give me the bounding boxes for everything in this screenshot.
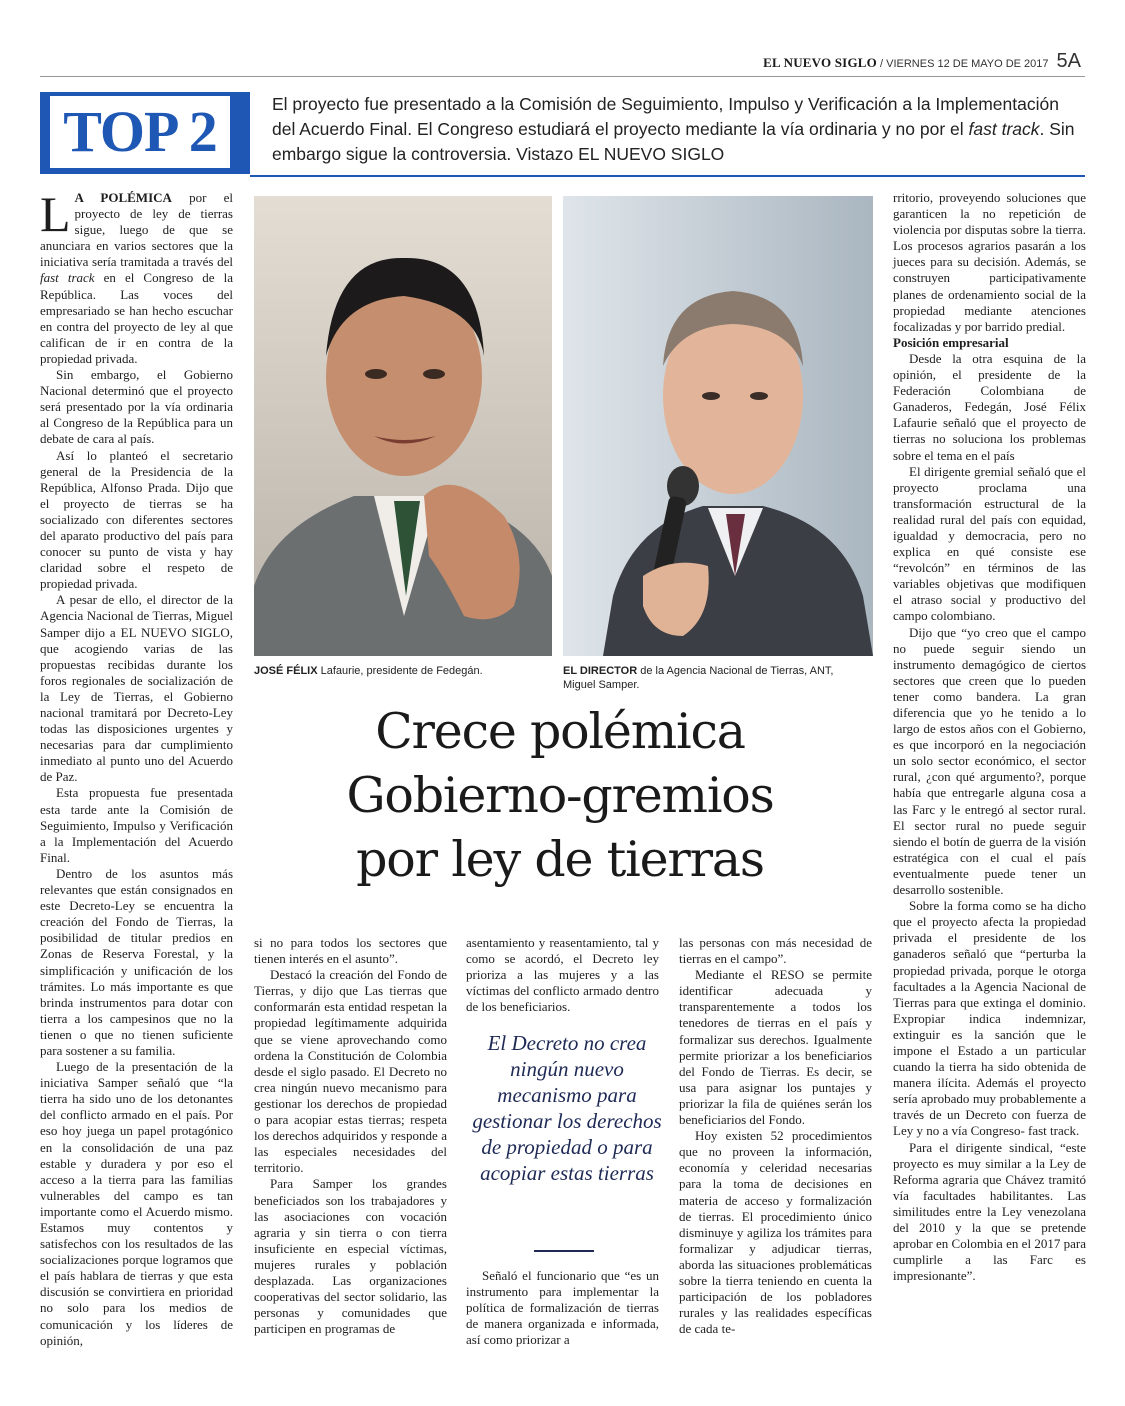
column-1 xyxy=(40,186,233,1349)
column-2 xyxy=(254,935,447,1337)
lead-italic: fast track xyxy=(40,270,95,286)
text-run: facultades habilitantes xyxy=(923,1187,1050,1203)
paper-name: EL NUEVO SIGLO xyxy=(763,55,877,70)
paragraph: asentamiento y reasentamiento, tal y como se acordó, el Decreto ley prioriza a las mujeres y a las víctimas del conflicto armado dentro de los beneficiarios. xyxy=(466,935,659,1015)
photo-samper xyxy=(563,196,873,656)
paragraph: Hoy existen 52 procedimientos que no proveen la información, economía y celeridad necesarias para la toma de decisiones en materia de acceso y formalización de tierras. El procedimiento único disminuye y agiliza los trámites para formalizar y adjudicar tierras, aborda las situaciones problemáticas sobre la tierra teniendo en cuenta la participación de los pobladores rurales y las realidades específicas de cada te- xyxy=(679,1128,872,1337)
paragraph: El dirigente gremial señaló que el proyecto proclama una transformación estructural de la realidad rural del país con equidad, igualdad y democracia, pero no explica en qué consiste ese “revolcón” en términos de las variables objetivas que modifiquen el atraso social y productivo del campo colombiano. xyxy=(893,463,1086,624)
paragraph: Dijo que “yo creo que el campo no puede seguir siendo un instrumento demagógico de ciertos sectores que creen que lo pueden tener como bandera. La gran diferencia que yo he tenido a lo largo de estos años con el Gobierno, es que incorporó en la negociación un solo sector económico, el sector rural, ¿con qué argumento?, porque había que entregarle alguna cosa a las Farc y le entregó al sector rural. El sector rural no puede seguir siendo el botín de guerra de la visión estratégica con el cual el país eventualmente puede tener un desarrollo sostenible. xyxy=(893,624,1086,898)
header-rule xyxy=(40,76,1085,77)
kicker xyxy=(272,92,1084,167)
caption-lafaurie xyxy=(254,664,552,678)
paragraph: si no para todos los sectores que tienen interés en el asunto”. xyxy=(254,935,447,967)
headline-line: por ley de tierras xyxy=(356,831,764,888)
subheading: Posición empresarial xyxy=(893,334,1009,350)
caption-bold: JOSÉ FÉLIX xyxy=(254,665,318,677)
paragraph: Luego de la presentación de la iniciativa Samper señaló que “la tierra ha sido uno de los detonantes del conflicto armado en el país. Por eso hoy juega un papel protagónico en la consolidación de una paz estable y duradera y por eso el acceso a la tierra para las familias vulnerables del campo es tan importante como el Acuerdo mismo. Estamos muy contentos y satisfechos con los resultados de las socializaciones porque logramos que el país hablara de tierras y que esta discusión se convirtiera en prioridad no solo para los medios de comunicación y los líderes de opinión, xyxy=(40,1059,233,1348)
lead-paragraph xyxy=(40,186,233,367)
text-run: . Las similitudes entre la Ley venezolana del 2010 y la que se pretende aprobar en Colombia en el 2017 para cumplirle a las Farc es impresionante”. xyxy=(893,1187,1086,1284)
portrait-illustration xyxy=(254,196,552,656)
section-tag-text: TOP 2 xyxy=(50,96,230,168)
paragraph: Esta propuesta fue presentada esta tarde ante la Comisión de Seguimiento, Impulso y Verificación a la Implementación del Acuerdo Final. xyxy=(40,785,233,865)
paragraph: Mediante el RESO se permite identificar adecuada y transparentemente a todos los tenedores de tierras en el país y formalizar sus derechos. Igualmente permite priorizar a los beneficiarios del Fondo de Tierras. Es decir, se usa para asignar los puntajes y priorizar la fila de quiénes serán los beneficiarios del Fondo. xyxy=(679,967,872,1128)
headline xyxy=(300,700,820,892)
paragraph xyxy=(893,1140,1086,1285)
caption-samper xyxy=(563,664,863,692)
caption-text: Lafaurie, presidente de Fedegán. xyxy=(317,665,483,677)
paragraph: A pesar de ello, el director de la Agencia Nacional de Tierras, Miguel Samper dijo a EL NUEVO SIGLO, que acogiendo varias de las propuestas recibidas durante los foros regionales de socialización de la Ley de Tierras, el Gobierno nacional tramitará por Decreto-Ley todas las disposiciones urgentes y necesarias para dar cumplimiento inmediato al punto uno del Acuerdo de Paz. xyxy=(40,592,233,785)
paragraph: Sobre la forma como se ha dicho que el proyecto afecta la propiedad privada el presidente de los ganaderos señaló que “perturba la propiedad privada, porque le otorga facultades a la Agencia Nacional de Tierras para que extinga el dominio. Expropiar indica indemnizar, extinguir es la sanción que le impone el Estado a un particular cuando la tierra ha sido obtenida de manera ilícita. Además el proyecto sería aprobado muy probablemente a través de un Decreto con fuerza de Ley y no a vía Congreso- fast track. xyxy=(893,898,1086,1139)
paragraph: Desde la otra esquina de la opinión, el presidente de la Federación Colombiana de Ganaderos, Fedegán, José Félix Lafaurie señaló que el proyecto de tierras no soluciona los problemas sobre el tema en el país xyxy=(893,350,1086,463)
drop-cap: L xyxy=(40,186,71,242)
column-3-top xyxy=(466,935,659,1015)
paragraph: Señaló el funcionario que “es un instrumento para implementar la política de formalización de tierras de manera organizada e informada, así como priorizar a xyxy=(466,1268,659,1348)
headline-line: Crece polémica xyxy=(375,703,745,760)
paragraph: rritorio, proveyendo soluciones que garanticen la no repetición de violencia por disputas sobre la tierra. Los procesos agrarios pasarán a los jueces para su decisión. Además, se construyen participativamente planes de ordenamiento social de la propiedad mediante atenciones focalizadas y por barrido predial. xyxy=(893,190,1086,334)
caption-bold: EL DIRECTOR xyxy=(563,665,638,677)
paragraph: Así lo planteó el secretario general de la Presidencia de la República, Alfonso Prada. Dijo que el proyecto de tierras se ha socializado con diferentes sectores del aparato productivo del país para conocer su punto de vista y hay claridad sobre el respeto de propiedad privada. xyxy=(40,447,233,592)
issue-date: VIERNES 12 DE MAYO DE 2017 xyxy=(886,58,1049,70)
caption-text: de la Agencia Nacional de Tierras, ANT, Miguel Samper. xyxy=(563,665,834,691)
column-5 xyxy=(893,190,1086,1284)
paragraph: las personas con más necesidad de tierras en el campo”. xyxy=(679,935,872,967)
portrait-illustration xyxy=(563,196,873,656)
kicker-text-2: . Sin embargo sigue la controversia. Vistazo EL NUEVO SIGLO xyxy=(272,119,1075,164)
lead-bold: A POLÉMICA xyxy=(74,190,172,205)
pull-quote: El Decreto no crea ningún nuevo mecanismo para gestionar los derechos de propiedad o para acopiar estas tierras xyxy=(472,1031,662,1185)
pull-quote-rule xyxy=(534,1250,594,1252)
photo-lafaurie xyxy=(254,196,552,656)
paragraph: Sin embargo, el Gobierno Nacional determinó que el proyecto será presentado por la vía ordinaria al Congreso de la República para un debate de cara al país. xyxy=(40,367,233,447)
folio-separator: / xyxy=(876,58,887,70)
column-3-bottom xyxy=(466,1268,659,1348)
kicker-italic: fast track xyxy=(968,119,1040,139)
column-4 xyxy=(679,935,872,1337)
text-run: Para el dirigente sindical, “este proyecto es muy similar a la Ley de Reforma agraria que Chávez tramitó vía xyxy=(893,1139,1086,1203)
paragraph: Para Samper los grandes beneficiados son los trabajadores y las asociaciones con vocación agraria y sin tierra o con tierra insuficiente en especial víctimas, mujeres rurales y población desplazada. Las organizaciones cooperativas del sector solidario, las personas y comunidades que participen en programas de xyxy=(254,1176,447,1337)
paragraph: Destacó la creación del Fondo de Tierras, y dijo que Las tierras que conformarán esta entidad respetan la propiedad legítimamente adquirida que se viene aprovechando como ordena la Constitución de Colombia desde el siglo pasado. El Decreto no crea ningún nuevo mecanismo para gestionar los derechos de propiedad o para acopiar estas tierras; respeta los derechos adquiridos y responde a las especiales necesidades del territorio. xyxy=(254,967,447,1176)
headline-line: Gobierno-gremios xyxy=(346,767,774,824)
lead-text: por el proyecto de ley de tierras sigue, luego de que se anunciara en varios sectores que la iniciativa sería tramitada a través del xyxy=(40,190,233,270)
section-tag xyxy=(40,92,250,174)
page-number: 5A xyxy=(1056,50,1081,72)
kicker-rule xyxy=(250,175,1085,177)
paragraph: Dentro de los asuntos más relevantes que están consignados en este Decreto-Ley se encuentra la creación del Fondo de Tierras, la posibilidad de titular predios en Zonas de Reserva Forestal, y la simplificación y unificación de los trámites. Lo más importante es que brinda instrumentos para dotar con tierra a los campesinos que no la tienen o que no tienen suficiente para sostener a su familia. xyxy=(40,865,233,1058)
page-folio xyxy=(763,50,1081,73)
kicker-text-1: El proyecto fue presentado a la Comisión de Seguimiento, Impulso y Verificación a la Implementación del Acuerdo Final. El Congreso estudiará el proyecto mediante la vía ordinaria y no por el xyxy=(272,94,1059,139)
lead-end: en el Congreso de la República. Las voces del empresariado se han hecho escuchar en contra del proyecto de ley al que califican de ir en contra de la propiedad privada. xyxy=(40,270,233,366)
